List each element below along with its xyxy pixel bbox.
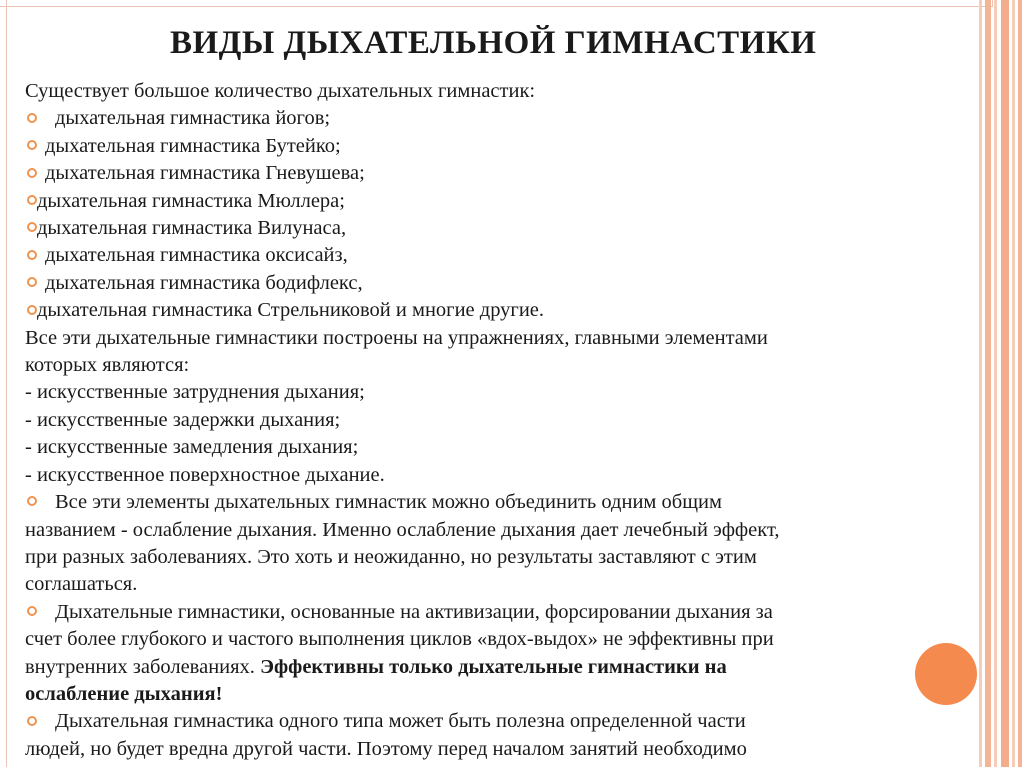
list-item: дыхательная гимнастика йогов; xyxy=(25,105,985,132)
list-item: дыхательная гимнастика Бутейко; xyxy=(25,133,985,160)
element-item: - искусственное поверхностное дыхание. xyxy=(25,463,385,486)
point-paragraph-line: Дыхательные гимнастики, основанные на активизации, форсировании дыхания за xyxy=(25,599,985,626)
list-item: дыхательная гимнастика оксисайз, xyxy=(25,242,985,269)
elements-intro-line: которых являются: xyxy=(25,354,190,377)
point-paragraph-line: счет более глубокого и частого выполнения циклов «вдох-выдох» не эффективны при xyxy=(25,628,774,651)
point-paragraph-line: внутренних заболеваниях. Эффективны только дыхательные гимнастики на xyxy=(25,655,727,678)
intro-text: Существует большое количество дыхательных гимнастик: xyxy=(25,80,536,102)
bullet-icon xyxy=(27,140,37,150)
decor-stripe xyxy=(1012,0,1015,767)
slide-title: ВИДЫ ДЫХАТЕЛЬНОЙ ГИМНАСТИКИ xyxy=(170,25,817,61)
bullet-icon xyxy=(27,168,37,178)
decor-stripe xyxy=(985,0,991,767)
list-item: дыхательная гимнастика бодифлекс, xyxy=(25,270,985,297)
point-paragraph-line: названием - ослабление дыхания. Именно ослабление дыхания дает лечебный эффект, xyxy=(25,518,780,541)
decor-stripe xyxy=(1018,0,1022,767)
bullet-icon xyxy=(27,606,37,616)
frame-left-border xyxy=(6,0,7,767)
bullet-icon xyxy=(27,222,37,232)
point-paragraph-line: Дыхательная гимнастика одного типа может быть полезна определенной части xyxy=(25,708,985,735)
list-item: дыхательная гимнастика Гневушева; xyxy=(25,160,985,187)
element-item: - искусственные задержки дыхания; xyxy=(25,408,341,431)
bullet-icon xyxy=(27,113,37,123)
bullet-icon xyxy=(27,277,37,287)
frame-top-border xyxy=(0,0,993,7)
element-item: - искусственные затруднения дыхания; xyxy=(25,381,365,404)
slide-body xyxy=(25,78,985,763)
decor-circle xyxy=(915,643,977,705)
bullet-icon xyxy=(27,250,37,260)
point-paragraph-line: Все эти элементы дыхательных гимнастик можно объединить одним общим xyxy=(25,489,985,516)
bullet-icon xyxy=(27,496,37,506)
decor-stripe xyxy=(1001,0,1009,767)
point-paragraph-line: людей, но будет вредна другой части. Поэтому перед началом занятий необходимо xyxy=(25,737,747,760)
list-item: дыхательная гимнастика Стрельниковой и многие другие. xyxy=(25,297,985,324)
bullet-icon xyxy=(27,716,37,726)
point-paragraph-line: соглашаться. xyxy=(25,573,138,596)
bullet-icon xyxy=(27,195,37,205)
list-item: дыхательная гимнастика Мюллера; xyxy=(25,188,985,215)
elements-intro-line: Все эти дыхательные гимнастики построены на упражнениях, главными элементами xyxy=(25,326,768,349)
decor-stripe xyxy=(994,0,997,767)
list-item: дыхательная гимнастика Вилунаса, xyxy=(25,215,985,242)
point-paragraph-line: при разных заболеваниях. Это хоть и неожиданно, но результаты заставляют с этим xyxy=(25,545,757,568)
element-item: - искусственные замедления дыхания; xyxy=(25,436,359,459)
bullet-icon xyxy=(27,305,37,315)
point-paragraph-line: ослабление дыхания! xyxy=(25,682,223,705)
